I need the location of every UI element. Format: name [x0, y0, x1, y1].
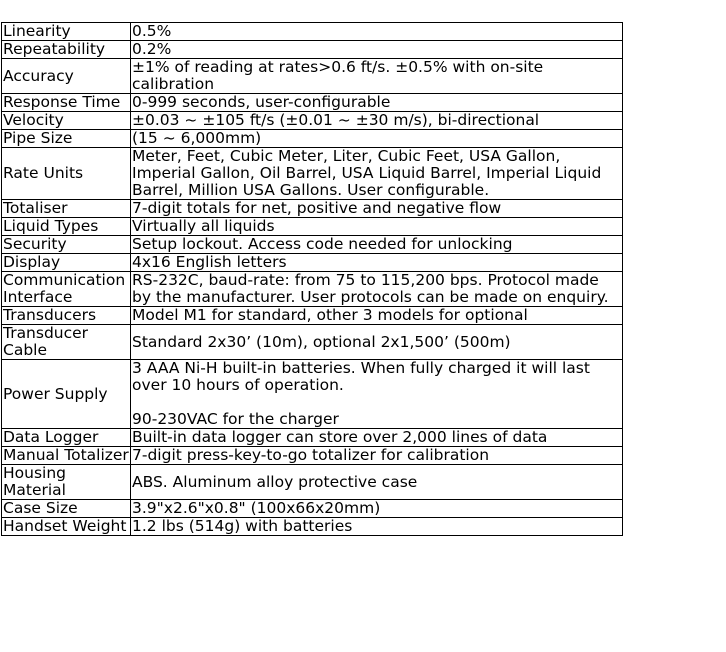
table-row — [2, 94, 623, 112]
row-label-case-size: Case Size — [2, 500, 131, 518]
table-row — [2, 236, 623, 254]
table-row — [2, 130, 623, 148]
table-row — [2, 500, 623, 518]
row-label-housing-material: Housing Material — [2, 465, 131, 500]
row-value-security: Setup lockout. Access code needed for unlocking — [131, 236, 623, 254]
row-value-transducers: Model M1 for standard, other 3 models for optional — [131, 307, 623, 325]
row-value-transducer-cable: Standard 2x30’ (10m), optional 2x1,500’ (500m) — [131, 325, 623, 360]
row-label-repeatability: Repeatability — [2, 41, 131, 59]
row-value-power-supply: 3 AAA Ni-H built-in batteries. When fully charged it will last over 10 hours of operation. 90-230VAC for the charger — [131, 360, 623, 429]
table-row — [2, 465, 623, 500]
table-row — [2, 41, 623, 59]
table-row — [2, 148, 623, 200]
row-label-velocity: Velocity — [2, 112, 131, 130]
table-row — [2, 254, 623, 272]
table-row — [2, 307, 623, 325]
table-row — [2, 112, 623, 130]
row-label-transducer-cable: Transducer Cable — [2, 325, 131, 360]
row-value-pipe-size: (15 ~ 6,000mm) — [131, 130, 623, 148]
table-row — [2, 429, 623, 447]
spec-table — [1, 22, 623, 536]
table-row — [2, 200, 623, 218]
row-value-liquid-types: Virtually all liquids — [131, 218, 623, 236]
row-label-rate-units: Rate Units — [2, 148, 131, 200]
row-label-manual-totalizer: Manual Totalizer — [3, 446, 129, 464]
table-row — [2, 272, 623, 307]
table-row — [2, 447, 623, 465]
row-label-accuracy: Accuracy — [2, 59, 131, 94]
row-value-totaliser: 7-digit totals for net, positive and negative flow — [131, 200, 623, 218]
table-row — [2, 360, 623, 429]
row-label-linearity: Linearity — [2, 23, 131, 41]
row-value-handset-weight: 1.2 lbs (514g) with batteries — [131, 518, 623, 536]
row-label-transducers: Transducers — [2, 307, 131, 325]
row-label-handset-weight: Handset Weight — [2, 518, 131, 536]
row-label-security: Security — [2, 236, 131, 254]
row-label-totaliser: Totaliser — [2, 200, 131, 218]
row-value-display: 4x16 English letters — [131, 254, 623, 272]
table-row — [2, 23, 623, 41]
table-row — [2, 518, 623, 536]
row-value-rate-units: Meter, Feet, Cubic Meter, Liter, Cubic Feet, USA Gallon, Imperial Gallon, Oil Barrel, USA Liquid Barrel, Imperial Liquid Barrel, Million USA Gallons. User configurable. — [131, 148, 623, 200]
row-value-case-size: 3.9"x2.6"x0.8" (100x66x20mm) — [131, 500, 623, 518]
table-row — [2, 218, 623, 236]
table-row — [2, 325, 623, 360]
spec-sheet — [1, 22, 622, 536]
row-value-linearity: 0.5% — [131, 23, 623, 41]
row-label-power-supply: Power Supply — [2, 360, 131, 429]
row-value-velocity: ±0.03 ~ ±105 ft/s (±0.01 ~ ±30 m/s), bi-directional — [131, 112, 623, 130]
row-label-data-logger: Data Logger — [2, 429, 131, 447]
row-value-housing-material: ABS. Aluminum alloy protective case — [131, 465, 623, 500]
row-value-communication-interface: RS-232C, baud-rate: from 75 to 115,200 bps. Protocol made by the manufacturer. User protocols can be made on enquiry. — [131, 272, 623, 307]
row-label-liquid-types: Liquid Types — [2, 218, 131, 236]
row-label-pipe-size: Pipe Size — [2, 130, 131, 148]
row-value-response-time: 0-999 seconds, user-configurable — [131, 94, 623, 112]
row-value-manual-totalizer: 7-digit press-key-to-go totalizer for calibration — [131, 447, 623, 465]
row-value-data-logger: Built-in data logger can store over 2,000 lines of data — [131, 429, 623, 447]
row-label-response-time: Response Time — [2, 94, 131, 112]
row-value-accuracy: ±1% of reading at rates>0.6 ft/s. ±0.5% with on-site calibration — [131, 59, 623, 94]
row-value-repeatability: 0.2% — [131, 41, 623, 59]
table-row — [2, 59, 623, 94]
row-label-communication-interface: Communication Interface — [2, 272, 131, 307]
row-label-display: Display — [2, 254, 131, 272]
